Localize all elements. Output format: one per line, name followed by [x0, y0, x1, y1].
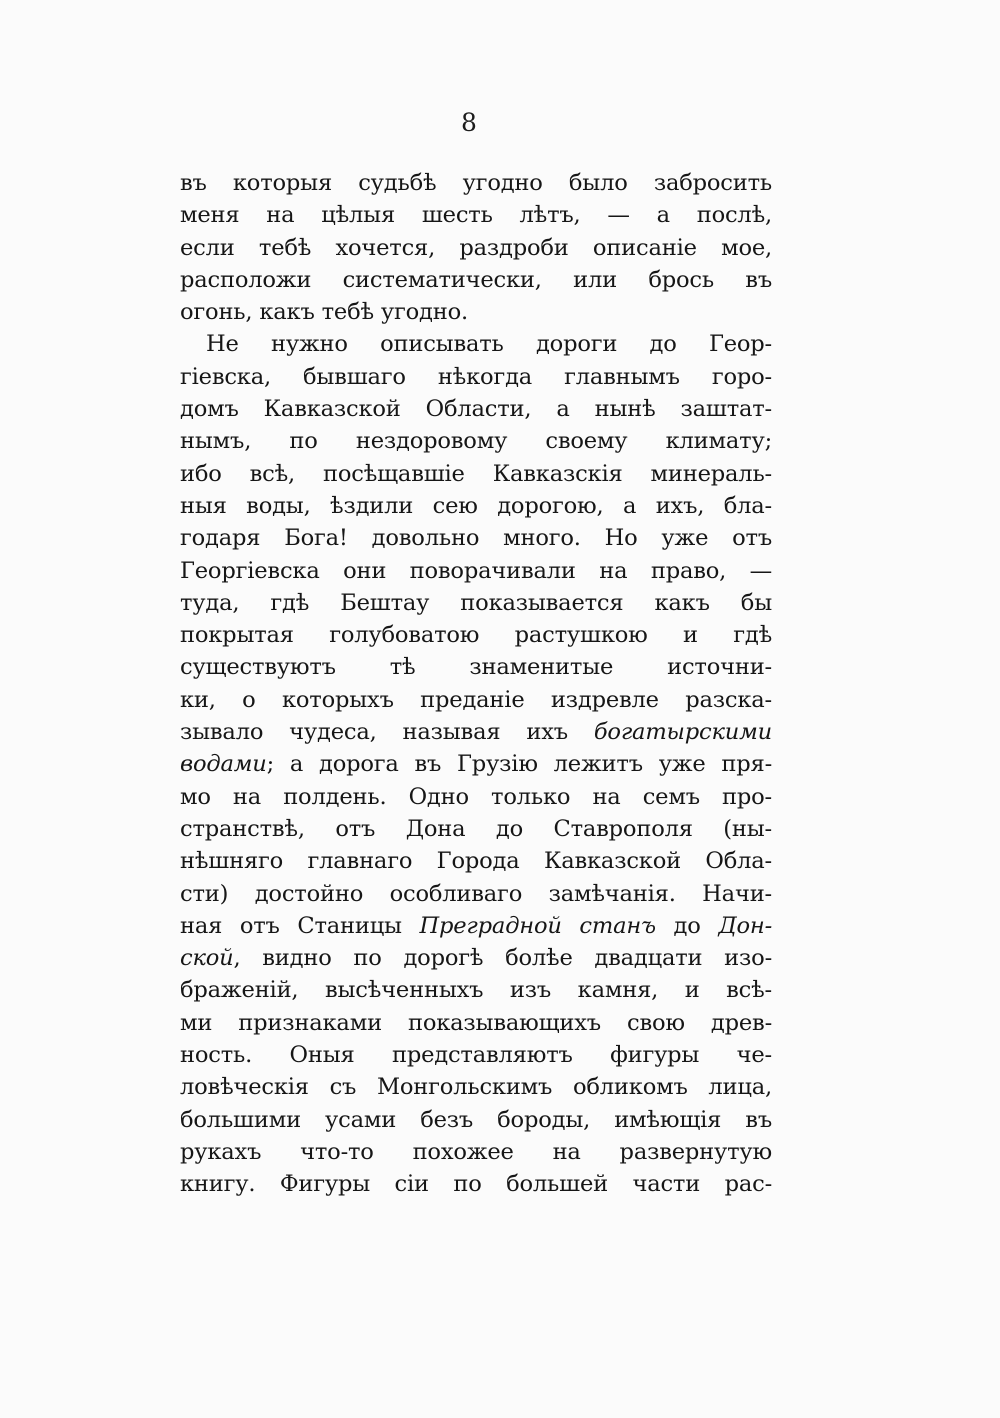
text-line: браженій, высѣченныхъ изъ камня, и всѣ- [180, 977, 772, 1004]
text-line: ловѣческія съ Монгольскимъ обликомъ лица, [180, 1074, 772, 1101]
text-line: нымъ, по нездоровому своему климату; [180, 428, 772, 455]
text-line: меня на цѣлыя шесть лѣтъ, — а послѣ, [180, 202, 772, 229]
text-line: большими усами безъ бороды, имѣющія въ [180, 1106, 772, 1133]
text-line: рукахъ что-то похожее на развернутую [180, 1138, 772, 1165]
italic-text: водами [180, 751, 267, 778]
text-line: водами; а дорога въ Грузію лежитъ уже пря- [180, 751, 772, 778]
text-line: Не нужно описывать дороги до Геор- [206, 331, 772, 358]
text-line: если тебѣ хочется, раздроби описаніе мое, [180, 234, 772, 261]
text-line: домъ Кавказской Области, а нынѣ заштат- [180, 396, 772, 423]
text-line: ность. Оныя представляютъ фигуры че- [180, 1042, 772, 1069]
text-line: книгу. Фигуры сіи по большей части рас- [180, 1171, 772, 1198]
text-line: странствѣ, отъ Дона до Ставрополя (ны- [180, 815, 772, 842]
page-number: 8 [461, 108, 477, 137]
text-line: ской, видно по дорогѣ болѣе двадцати изо- [180, 945, 772, 972]
text-line: нѣшняго главнаго Города Кавказской Обла- [180, 848, 772, 875]
text-line: ибо всѣ, посѣщавшіе Кавказскія минераль- [180, 460, 772, 487]
text-line: существуютъ тѣ знаменитые источни- [180, 654, 772, 681]
text-line: въ которыя судьбѣ угодно было забросить [180, 170, 772, 196]
text-line: покрытая голубоватою растушкою и гдѣ [180, 622, 772, 649]
text-line: зывало чудеса, называя ихъ богатырскими [180, 719, 772, 746]
italic-text: ской [180, 945, 234, 972]
text-line: ки, о которыхъ преданіе издревле разска- [180, 686, 772, 713]
text-line: мо на полдень. Одно только на семъ про- [180, 783, 772, 810]
text-line: огонь, какъ тебѣ угодно. [180, 299, 469, 326]
text-line: ная отъ Станицы Преградной станъ до Дон- [180, 912, 773, 939]
italic-text: Дон- [718, 912, 773, 939]
text-line: расположи систематически, или брось въ [180, 266, 772, 293]
text-line: ми признаками показывающихъ свою древ- [180, 1009, 772, 1036]
text-line: сти) достойно особливаго замѣчанія. Начи- [180, 880, 772, 907]
text-line: ныя воды, ѣздили сею дорогою, а ихъ, бла- [180, 492, 772, 519]
text-line: годаря Бога! довольно много. Но уже отъ [180, 525, 772, 552]
text-line: гіевска, бывшаго нѣкогда главнымъ горо- [180, 363, 772, 390]
italic-text: богатырскими [593, 719, 772, 746]
text-line: туда, гдѣ Бештау показывается какъ бы [180, 589, 772, 616]
italic-text: Преградной станъ [419, 912, 656, 939]
body-text [180, 167, 772, 1201]
text-line: Георгіевска они поворачивали на право, — [180, 557, 772, 584]
